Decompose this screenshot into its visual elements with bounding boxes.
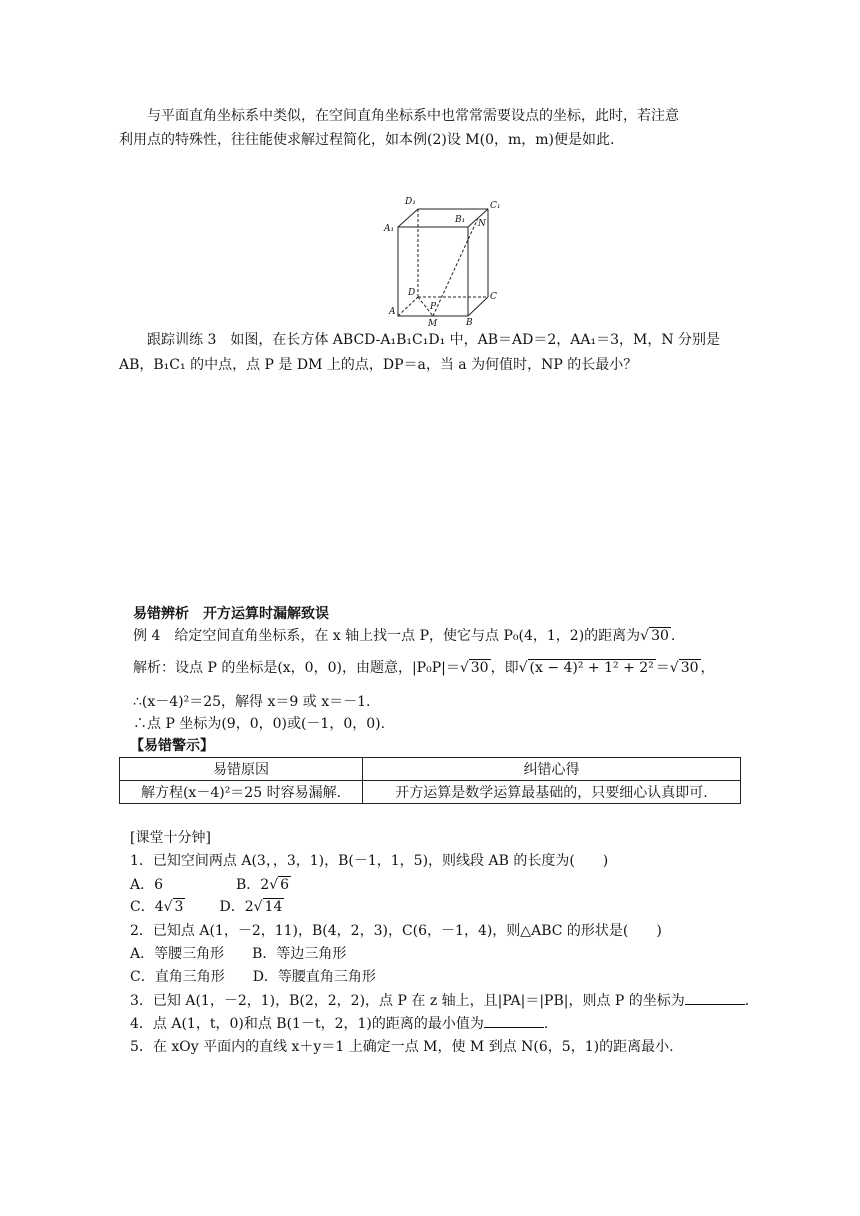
label-b1: B₁ (455, 215, 466, 225)
question-2-options-ab: A．等腰三角形 B．等边三角形 (130, 946, 347, 962)
label-p: P (430, 302, 437, 312)
table-cell-lesson: 开方运算是数学运算最基础的，只要细心认真即可. (363, 781, 741, 804)
solution-step-1: ∴(x－4)²＝25，解得 x＝9 或 x＝－1. (133, 694, 371, 710)
exercises-title: [课堂十分钟] (130, 830, 211, 846)
question-2-options-cd: C．直角三角形 D．等腰直角三角形 (130, 969, 376, 985)
label-b: B (466, 318, 473, 328)
label-c: C (490, 292, 497, 302)
solution-step-2: ∴点 P 坐标为(9，0，0)或(－1，0，0). (133, 716, 386, 732)
table-header-lesson: 纠错心得 (363, 758, 741, 781)
cuboid-figure (380, 192, 510, 332)
example-4: 例 4 给定空间直角坐标系，在 x 轴上找一点 P，使它与点 P₀(4，1，2)的距离为√ 30 . (133, 628, 676, 644)
q1-option-b: B．2 (236, 877, 270, 893)
question-4-end: . (543, 1016, 549, 1032)
training-line-1: 跟踪训练 3 如图，在长方体 ABCD-A₁B₁C₁D₁ 中，AB＝AD＝2，AA₁＝3，M，N 分别是 (147, 332, 721, 348)
question-3 (130, 991, 749, 1011)
q1-option-c: C．4 (130, 899, 164, 915)
question-5: 5．在 xOy 平面内的直线 x＋y＝1 上确定一点 M，使 M 到点 N(6，5，1)的距离最小. (130, 1039, 674, 1055)
question-4-blank (484, 1027, 544, 1028)
solution-end: ， (700, 660, 715, 676)
question-3-blank (685, 1004, 745, 1005)
question-1-options-cd: C．4√ 3 D．2√ 14 (130, 899, 283, 915)
label-c1: C₁ (490, 201, 501, 211)
solution-root-2: (x − 4)² + 1² + 2² (529, 660, 654, 676)
q1-option-b-root: 6 (280, 877, 290, 893)
label-a: A (389, 307, 396, 317)
question-1-options-ab: A．6 B．2√ 6 (130, 877, 290, 893)
q1-option-a: A．6 (130, 877, 164, 893)
label-d: D (408, 288, 416, 298)
label-a1: A₁ (384, 224, 395, 234)
question-4-text: 4．点 A(1，t，0)和点 B(1－t，2，1)的距离的最小值为 (130, 1016, 484, 1032)
label-n: N (478, 219, 486, 229)
question-1: 1．已知空间两点 A(3，，3，1)，B(－1，1，5)，则线段 AB 的长度为( ) (130, 853, 609, 869)
example-root: 30 (651, 628, 669, 644)
question-3-text: 3．已知 A(1，－2，1)，B(2，2，2)，点 P 在 z 轴上，且|PA|＝|PB|，则点 P 的坐标为 (130, 993, 685, 1009)
solution-mid: ，即 (490, 660, 519, 676)
solution-lead: 解析：设点 P 的坐标是(x，0，0)，由题意，|P₀P|＝ (133, 660, 460, 676)
question-3-end: . (744, 993, 750, 1009)
table-row (120, 781, 741, 804)
intro-line-2: 利用点的特殊性，往往能使求解过程简化，如本例(2)设 M(0，m，m)便是如此. (119, 132, 615, 148)
table-header-row (120, 758, 741, 781)
warning-title: 【易错警示】 (130, 738, 214, 754)
q1-option-c-root: 3 (174, 899, 184, 915)
q1-option-d: D．2 (219, 899, 254, 915)
error-heading: 易错辨析 开方运算时漏解致误 (133, 606, 329, 622)
solution-root-1: 30 (470, 660, 489, 676)
error-table (119, 757, 741, 804)
solution-root-3: 30 (680, 660, 699, 676)
label-m: M (428, 319, 438, 329)
question-4 (130, 1014, 548, 1034)
table-cell-cause: 解方程(x－4)²＝25 时容易漏解. (120, 781, 363, 804)
question-2: 2．已知点 A(1，－2，11)，B(4，2，3)，C(6，－1，4)，则△ABC 的形状是( ) (130, 923, 662, 939)
solution-line: 解析：设点 P 的坐标是(x，0，0)，由题意，|P₀P|＝√ 30 ，即√ (x − 4)² + 1² + 2² ＝√ 30 ， (133, 660, 715, 676)
example-text: 例 4 给定空间直角坐标系，在 x 轴上找一点 P，使它与点 P₀(4，1，2)的距离为 (133, 628, 641, 644)
table-header-cause: 易错原因 (120, 758, 363, 781)
intro-line-1: 与平面直角坐标系中类似，在空间直角坐标系中也常常需要设点的坐标，此时，若注意 (147, 108, 679, 124)
training-line-2: AB，B₁C₁ 的中点，点 P 是 DM 上的点，DP＝a，当 a 为何值时，NP 的长最小？ (119, 357, 638, 373)
label-d1: D₁ (405, 197, 416, 207)
solution-eq: ＝ (655, 660, 670, 676)
q1-option-d-root: 14 (264, 899, 283, 915)
